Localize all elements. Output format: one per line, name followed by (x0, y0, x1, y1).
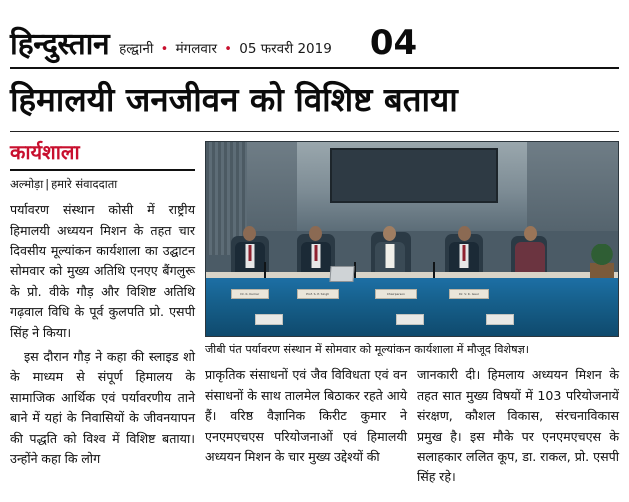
lower-columns (205, 365, 619, 491)
right-column (417, 365, 619, 491)
photo-person (449, 226, 479, 272)
photo-wall-panel-right (527, 142, 618, 231)
page-title: हिमालयी जनजीवन को विशिष्ट बताया (10, 80, 458, 119)
photo-table (206, 278, 618, 336)
photo-laptop (329, 266, 354, 282)
masthead (10, 0, 619, 63)
photo-plant (590, 244, 614, 278)
byline-place: अल्मोड़ा (10, 177, 44, 192)
photo-papers (396, 314, 424, 325)
photo-caption: जीबी पंत पर्यावरण संस्थान में सोमवार को मूल्यांकन कार्यशाला में मौजूद विशेषज्ञ। (205, 343, 530, 357)
byline-source: हमारे संवाददाता (51, 177, 118, 192)
bullet-icon-2: • (224, 42, 232, 57)
page-number: 04 (369, 23, 418, 63)
photo-person (301, 226, 331, 272)
middle-column (205, 365, 407, 491)
photo-microphone (264, 262, 266, 278)
right-block (205, 141, 619, 492)
date-label: 05 फरवरी 2019 (239, 41, 332, 57)
article-photo (205, 141, 619, 337)
photo-wrap (205, 141, 619, 358)
photo-nameplate: Chairperson (375, 289, 417, 299)
article-body (10, 141, 619, 492)
paragraph-4: जानकारी दी। हिमलाय अध्ययन मिशन के तहत सात मुख्य विषयों में 103 परियोजनायें संरक्षण, कौशल विकास, संरचनाविकास प्रमुख है। इस मौके पर एनएमएचएस के सलाहकार ललित कूप, डा. राकल, प्रो. एसपी सिंह रहे। (417, 367, 619, 485)
photo-papers (486, 314, 514, 325)
headline-divider (10, 131, 619, 132)
publication-logo: हिन्दुस्तान (10, 27, 110, 62)
photo-nameplate: Dr. V. K. Gaur (449, 289, 489, 299)
edition-label: हल्द्वानी (119, 41, 154, 57)
paragraph-2: इस दौरान गौड़ ने कहा की स्लाइड शो के माध्यम से संपूर्ण हिमालय के सामाजिक आर्थिक एवं पर्यावरणीय ताने बाने में यहां के निवासियों के जीवनयापन की पद्धति को विश्व में विशिष्ट बताया। उन्होंने कहा कि लोग (10, 348, 195, 466)
paragraph-3: प्राकृतिक संसाधनों एवं जैव विविधता एवं वन संसाधनों के साथ तालमेल बिठाकर रहते आये हैं। वरिष्ठ वैज्ञानिक किरीट कुमार ने एनएमएचएस परियोजनाओं एवं हिमालयी अध्ययन मिशन के चार मुख्य उद्देश्यों की (205, 367, 407, 465)
photo-person (235, 226, 265, 272)
photo-microphone (354, 262, 356, 278)
masthead-divider (10, 67, 619, 69)
byline (10, 177, 195, 192)
byline-separator: | (45, 177, 50, 192)
weekday-label: मंगलवार (175, 41, 217, 57)
kicker-divider (10, 169, 195, 171)
photo-nameplate: Prof. S. P. Singh (297, 289, 339, 299)
photo-nameplate: Dr. K. Kumar (231, 289, 269, 299)
section-kicker: कार्यशाला (10, 140, 80, 165)
photo-person (515, 226, 545, 272)
photo-papers (255, 314, 283, 325)
left-column (10, 141, 195, 492)
photo-projection-screen (330, 148, 499, 202)
paragraph-1: पर्यावरण संस्थान कोसी में राष्ट्रीय हिमालयी अध्ययन मिशन के तहत चार दिवसीय मूल्यांकन कार्यशाला का उद्घाटन सोमवार को मुख्य अतिथि एनएए बैंगलुरू के प्रो. वीके गौड़ और विशिष्ट अतिथि गढ़वाल विधि के पूर्व कुलपति प्रो. एसपी सिंह ने किया। (10, 202, 195, 340)
masthead-meta (119, 39, 332, 60)
bullet-icon: • (160, 42, 169, 57)
photo-microphone (433, 262, 435, 278)
photo-person (375, 226, 405, 272)
